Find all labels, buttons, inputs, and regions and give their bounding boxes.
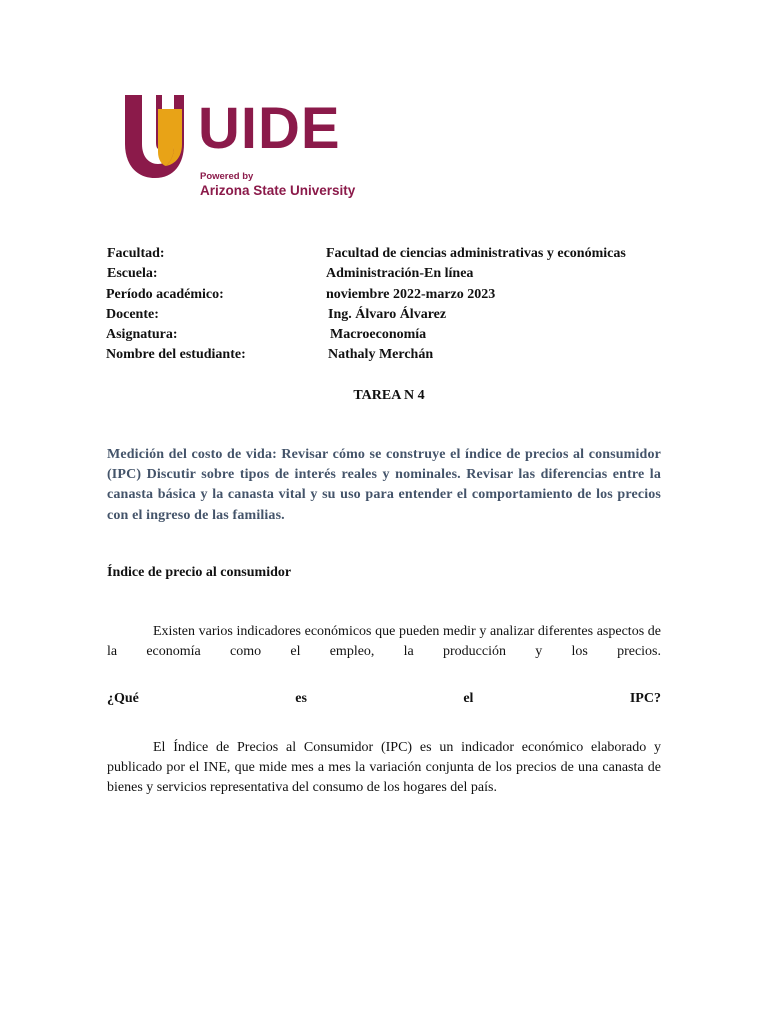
logo-partner: Arizona State University <box>200 183 356 198</box>
question-word: IPC? <box>629 691 661 706</box>
info-label: Facultad: <box>107 246 165 261</box>
info-row <box>0 325 768 345</box>
info-table <box>0 244 768 366</box>
question-heading <box>107 689 661 709</box>
info-value: Facultad de ciencias administrativas y económicas <box>326 246 626 261</box>
assignment-description: Medición del costo de vida: Revisar cómo se construye el índice de precios al consumidor (IPC) Discutir sobre tipos de interés reales y nominales. Revisar las diferencias entre la canasta básica y la canasta vital y su uso para entender el comportamiento de los precios con el ingreso de las familias. <box>107 447 661 523</box>
logo-powered-by: Powered by <box>200 171 254 182</box>
question-word: ¿Qué <box>107 691 139 706</box>
paragraph-ipc-definition <box>107 738 661 798</box>
question-word: el <box>463 691 474 706</box>
section-heading: Índice de precio al consumidor <box>107 565 292 580</box>
info-row <box>0 285 768 305</box>
info-row <box>0 345 768 365</box>
info-row <box>0 244 768 264</box>
info-label: Escuela: <box>107 266 158 282</box>
paragraph-indicators <box>107 622 661 662</box>
paragraph-text: Existen varios indicadores económicos que pueden medir y analizar diferentes aspectos de la economía como el empleo, la producción y los precios. <box>107 624 661 659</box>
info-value: Nathaly Merchán <box>328 347 434 363</box>
logo-wordmark: UIDE <box>198 96 341 161</box>
info-value: Administración-En línea <box>326 266 474 282</box>
info-value: Macroeconomía <box>330 327 427 343</box>
info-value: noviembre 2022-marzo 2023 <box>326 286 496 302</box>
info-label: Período académico: <box>106 286 224 302</box>
info-value: Ing. Álvaro Álvarez <box>328 306 447 322</box>
info-row <box>0 264 768 284</box>
assignment-title: TAREA N 4 <box>353 388 425 403</box>
question-word: es <box>295 691 307 706</box>
info-row <box>0 305 768 325</box>
uide-u-icon <box>122 92 192 182</box>
info-label: Asignatura: <box>106 327 178 343</box>
paragraph-text: El Índice de Precios al Consumidor (IPC) es un indicador económico elaborado y publicado por el INE, que mide mes a mes la variación conjunta de los precios de una canasta de bienes y servicios representativa del consumo de los hogares del país. <box>107 740 661 795</box>
info-label: Docente: <box>106 306 159 322</box>
uide-logo <box>122 92 362 207</box>
info-label: Nombre del estudiante: <box>106 347 246 363</box>
